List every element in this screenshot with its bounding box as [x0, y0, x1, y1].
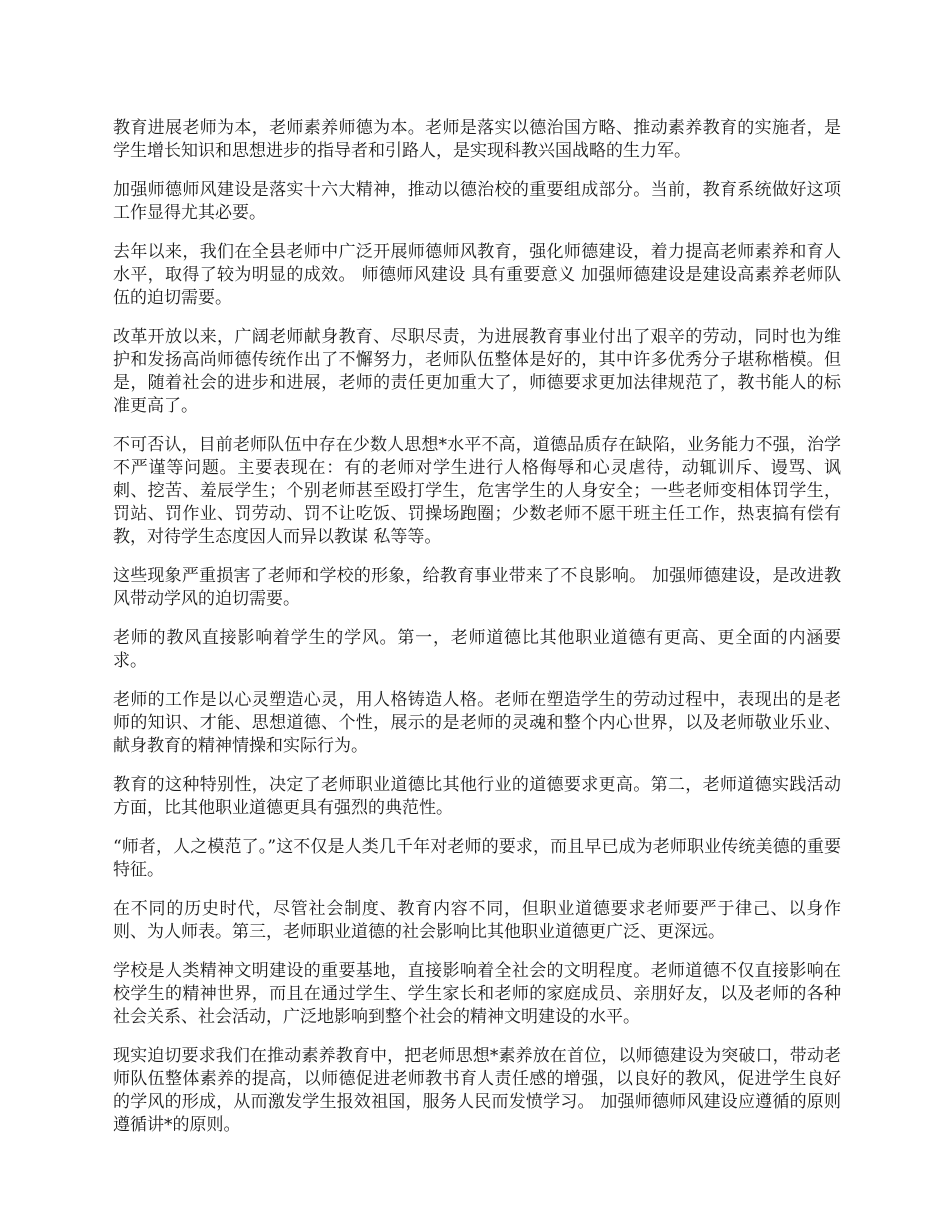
paragraph: 在不同的历史时代，尽管社会制度、教育内容不同，但职业道德要求老师要严于律己、以身作则、为人师表。第三，老师职业道德的社会影响比其他职业道德更广泛、更深远。 — [113, 899, 841, 942]
paragraph: 改革开放以来，广阔老师献身教育、尽职尽责，为进展教育事业付出了艰辛的劳动，同时也为维护和发扬高尚师德传统作出了不懈努力，老师队伍整体是好的，其中许多优秀分子堪称楷模。但是，随着社会的进步和进展，老师的责任更加重大了，师德要求更加法律规范了，教书能人的标准更高了。 — [113, 327, 841, 416]
paragraph: 这些现象严重损害了老师和学校的形象，给教育事业带来了不良影响。 加强师德建设，是改进教风带动学风的迫切需要。 — [113, 566, 841, 609]
paragraph: 加强师德师风建设是落实十六大精神，推动以德治校的重要组成部分。当前，教育系统做好这项工作显得尤其必要。 — [113, 180, 841, 223]
paragraph: 现实迫切要求我们在推动素养教育中，把老师思想*素养放在首位，以师德建设为突破口，带动老师队伍整体素养的提高，以师德促进老师教书育人责任感的增强，以良好的教风，促进学生良好的学风的形成，从而激发学生报效祖国，服务人民而发愤学习。 加强师德师风建设应遵循的原则 遵循讲*的原则。 — [113, 1046, 841, 1135]
paragraph: 去年以来，我们在全县老师中广泛开展师德师风教育，强化师德建设，着力提高老师素养和育人水平，取得了较为明显的成效。 师德师风建设 具有重要意义 加强师德建设是建设高素养老师队伍的迫切需要。 — [113, 242, 841, 308]
document-body — [113, 117, 841, 1153]
paragraph: “师者，人之模范了。”这不仅是人类几千年对老师的要求，而且早已成为老师职业传统美德的重要特征。 — [113, 837, 841, 880]
paragraph: 教育进展老师为本，老师素养师德为本。老师是落实以德治国方略、推动素养教育的实施者，是学生增长知识和思想进步的指导者和引路人，是实现科教兴国战略的生力军。 — [113, 118, 841, 161]
paragraph: 教育的这种特别性，决定了老师职业道德比其他行业的道德要求更高。第二，老师道德实践活动方面，比其他职业道德更具有强烈的典范性。 — [113, 775, 841, 818]
paragraph: 不可否认，目前老师队伍中存在少数人思想*水平不高，道德品质存在缺陷，业务能力不强，治学不严谨等问题。主要表现在：有的老师对学生进行人格侮辱和心灵虐待，动辄训斥、谩骂、讽刺、挖苦、羞辰学生；个别老师甚至殴打学生，危害学生的人身安全；一些老师变相体罚学生，罚站、罚作业、罚劳动、罚不让吃饭、罚操场跑圈；少数老师不愿干班主任工作，热衷搞有偿有教，对待学生态度因人而异以教谋 私等等。 — [113, 435, 841, 547]
paragraph: 老师的工作是以心灵塑造心灵，用人格铸造人格。老师在塑造学生的劳动过程中，表现出的是老师的知识、才能、思想道德、个性，展示的是老师的灵魂和整个内心世界，以及老师敬业乐业、献身教育的精神情操和实际行为。 — [113, 690, 841, 756]
paragraph: 学校是人类精神文明建设的重要基地，直接影响着全社会的文明程度。老师道德不仅直接影响在校学生的精神世界，而且在通过学生、学生家长和老师的家庭成员、亲朋好友，以及老师的各种社会关系、社会活动，广泛地影响到整个社会的精神文明建设的水平。 — [113, 961, 841, 1027]
paragraph: 老师的教风直接影响着学生的学风。第一，老师道德比其他职业道德有更高、更全面的内涵要求。 — [113, 628, 841, 671]
